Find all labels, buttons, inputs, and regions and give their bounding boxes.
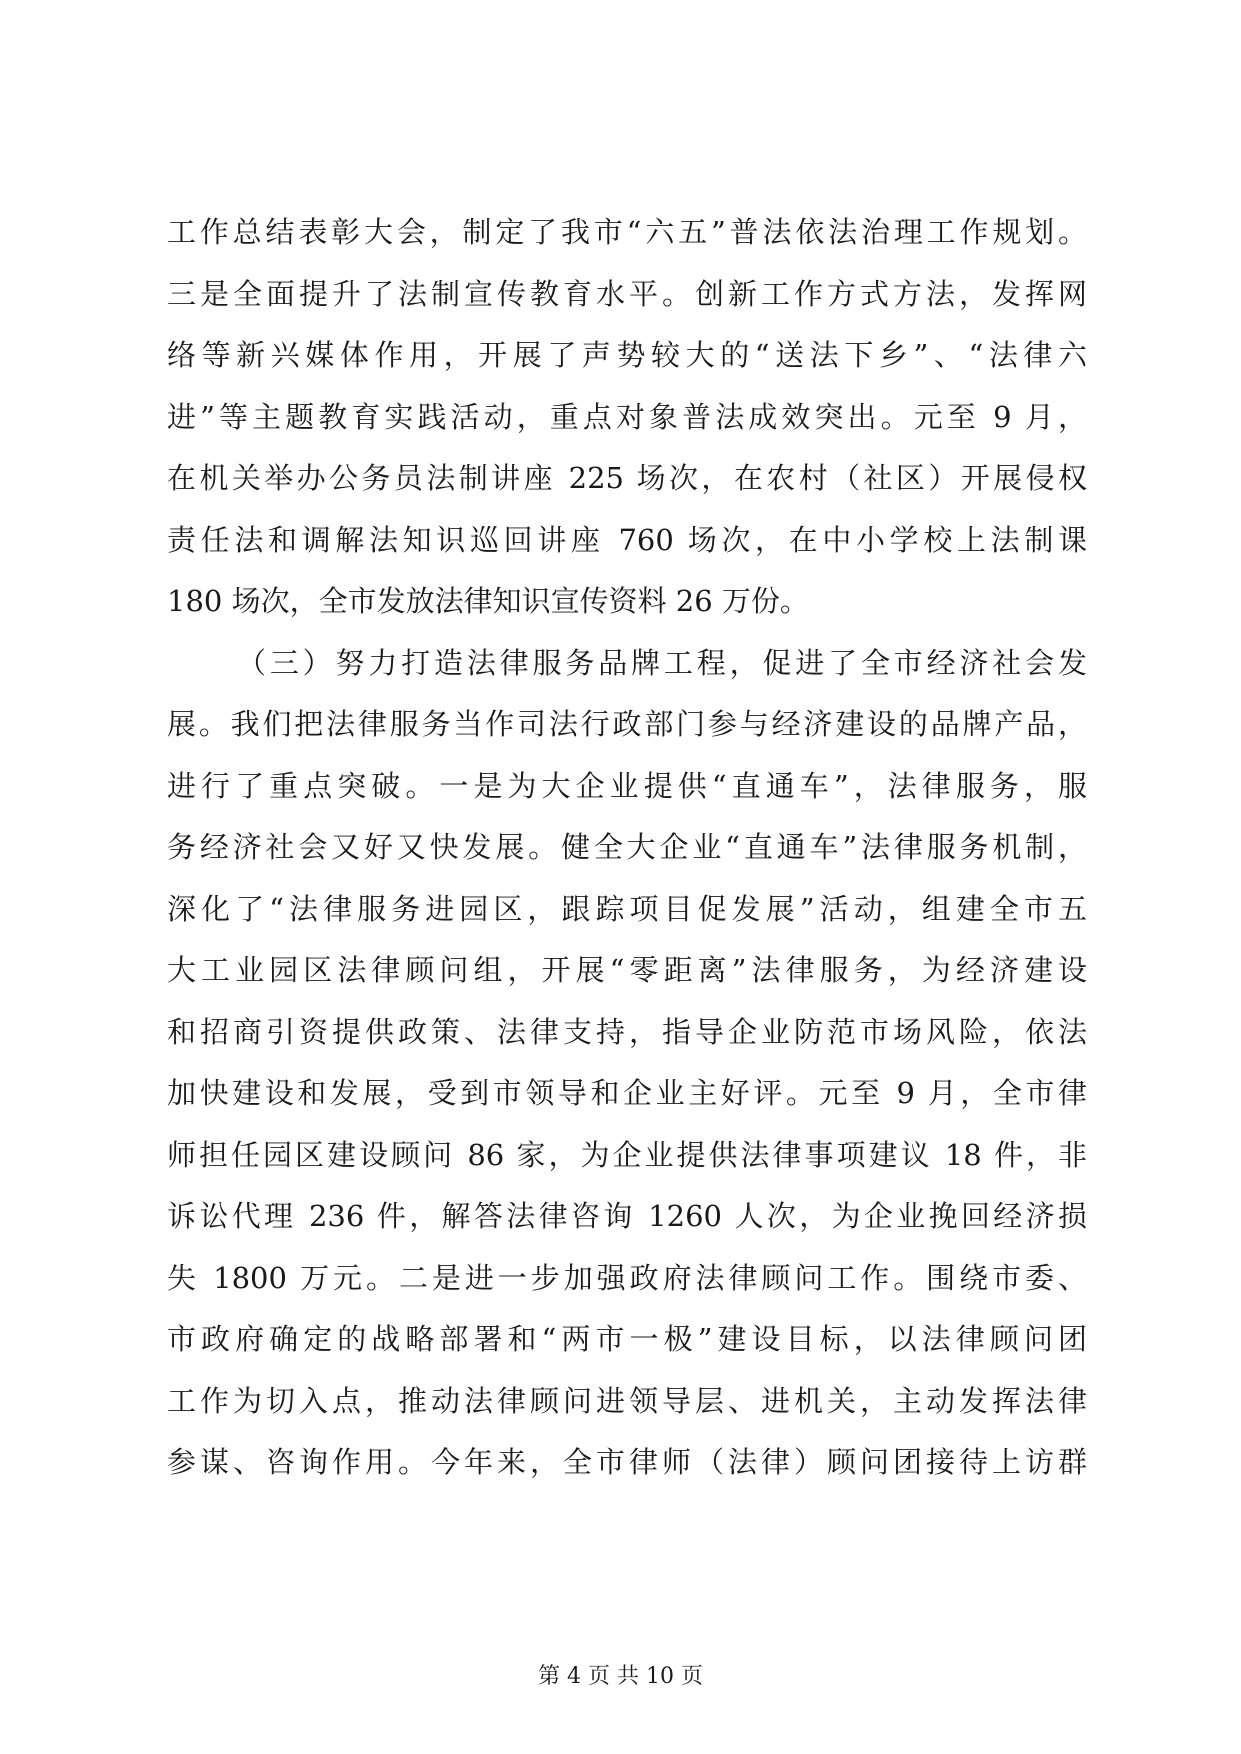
text-line: 在机关举办公务员法制讲座 225 场次，在农村（社区）开展侵权 — [167, 461, 1087, 495]
text-line: 和招商引资提供政策、法律支持，指导企业防范市场风险，依法 — [167, 1014, 1087, 1049]
text-line: 工作为切入点，推动法律顾问进领导层、进机关，主动发挥法律 — [167, 1383, 1087, 1418]
text-line: 诉讼代理 236 件，解答法律咨询 1260 人次，为企业挽回经济损 — [167, 1199, 1087, 1233]
text-line: 工作总结表彰大会，制定了我市“六五”普法依法治理工作规划。 — [167, 215, 1087, 249]
text-line: 180 场次，全市发放法律知识宣传资料 26 万份。 — [167, 584, 809, 618]
text-line: 深化了“法律服务进园区，跟踪项目促发展”活动，组建全市五 — [167, 891, 1087, 926]
section-heading-line: （三）努力打造法律服务品牌工程，促进了全市经济社会发 — [237, 645, 1087, 680]
text-line: 失 1800 万元。二是进一步加强政府法律顾问工作。围绕市委、 — [167, 1260, 1087, 1295]
text-line: 市政府确定的战略部署和“两市一极”建设目标，以法律顾问团 — [167, 1322, 1087, 1356]
text-line: 三是全面提升了法制宣传教育水平。创新工作方式方法，发挥网 — [167, 276, 1087, 311]
text-line: 大工业园区法律顾问组，开展“零距离”法律服务，为经济建设 — [167, 953, 1087, 987]
text-line: 师担任园区建设顾问 86 家，为企业提供法律事项建议 18 件，非 — [167, 1137, 1087, 1172]
text-line: 务经济社会又好又快发展。健全大企业“直通车”法律服务机制， — [167, 830, 1087, 864]
text-line: 加快建设和发展，受到市领导和企业主好评。元至 9 月，全市律 — [167, 1076, 1087, 1110]
document-body — [167, 202, 1087, 1494]
text-line: 责任法和调解法知识巡回讲座 760 场次，在中小学校上法制课 — [167, 522, 1087, 557]
text-line: 进”等主题教育实践活动，重点对象普法成效突出。元至 9 月， — [167, 399, 1087, 434]
page-number-footer: 第 4 页 共 10 页 — [538, 1664, 703, 1689]
text-line: 进行了重点突破。一是为大企业提供“直通车”，法律服务，服 — [167, 768, 1087, 803]
text-line: 参谋、咨询作用。今年来，全市律师（法律）顾问团接待上访群 — [167, 1445, 1087, 1479]
text-line: 展。我们把法律服务当作司法行政部门参与经济建设的品牌产品， — [167, 707, 1087, 741]
text-line: 络等新兴媒体作用，开展了声势较大的“送法下乡”、“法律六 — [167, 338, 1087, 372]
